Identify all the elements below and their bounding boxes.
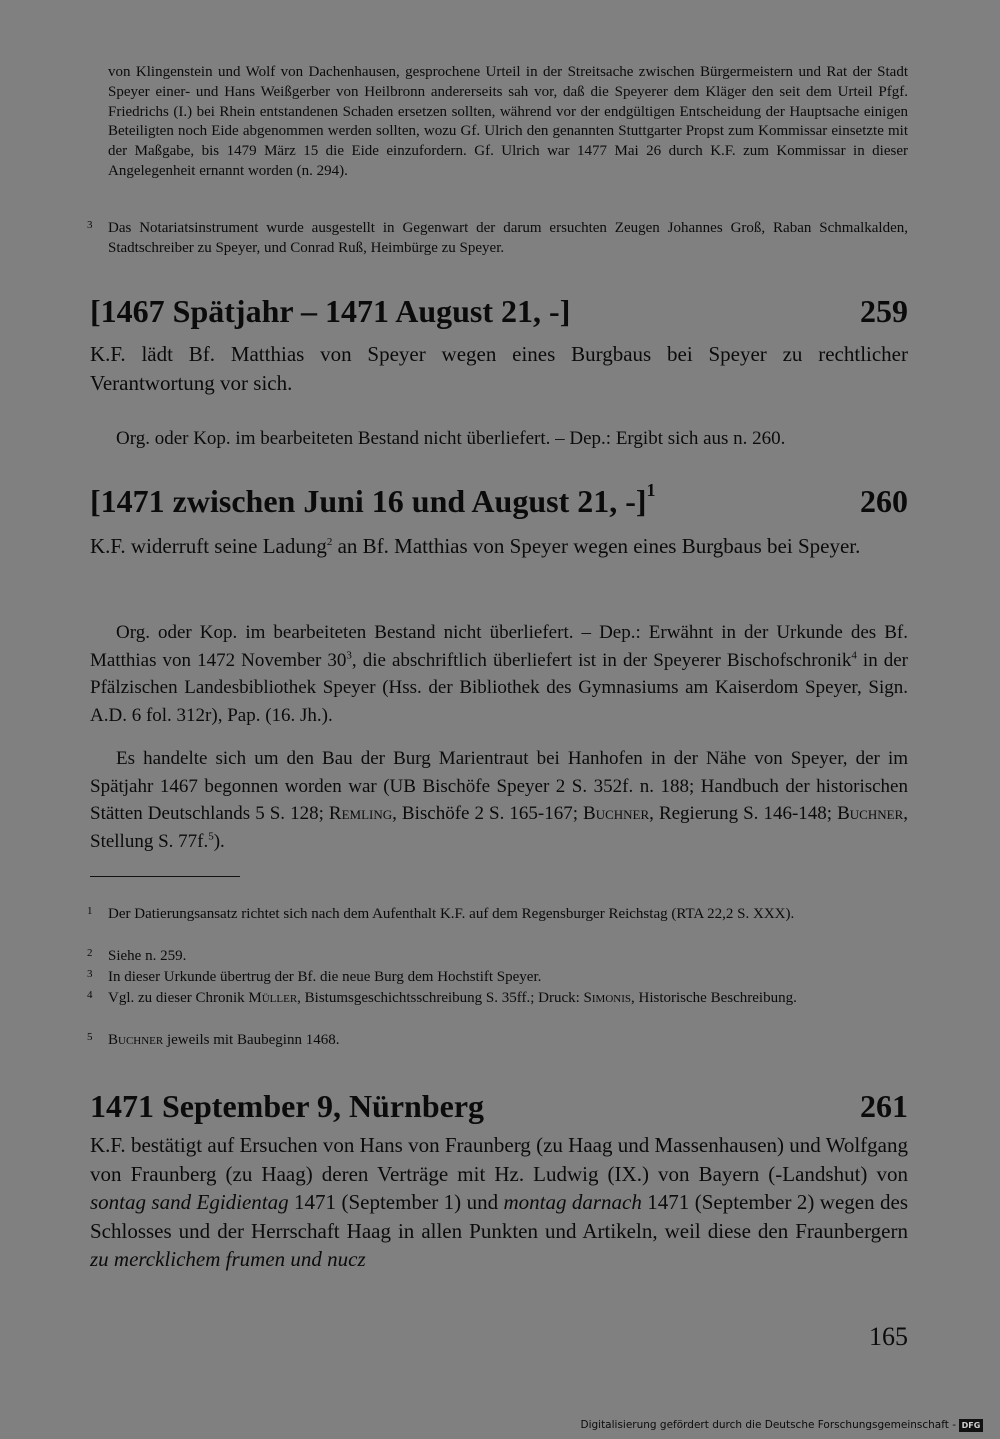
quoted-date: sontag sand Egidientag — [90, 1190, 289, 1214]
regest-text: K.F. widerruft seine Ladung — [90, 534, 327, 558]
entry-259-source: Org. oder Kop. im bearbeiteten Bestand nicht überliefert. – Dep.: Ergibt sich aus n. 260. — [116, 428, 786, 449]
quoted-date: montag darnach — [503, 1190, 642, 1214]
footnote-number: 1 — [87, 905, 93, 917]
entry-date: [1467 Spätjahr – 1471 August 21, -] — [90, 293, 571, 329]
entry-number: 260 — [860, 483, 908, 519]
footnote-number: 3 — [87, 968, 93, 980]
source-text: , die abschriftlich überliefert ist in der Speyerer Bischofschronik — [351, 649, 852, 671]
entry-259-heading — [90, 293, 908, 329]
footnote-number: 2 — [87, 947, 93, 959]
footnote-number: 3 — [87, 219, 93, 231]
entry-260-regest — [90, 532, 908, 561]
entry-date: 1471 September 9, Nürnberg — [90, 1088, 485, 1124]
author-name: Remling — [328, 803, 393, 824]
footnote-ref[interactable]: 5 — [208, 830, 214, 843]
author-name: Simonis — [583, 990, 632, 1006]
footnote-4 — [87, 989, 908, 1009]
entry-number: 261 — [860, 1088, 908, 1124]
footnote-text: Das Notariatsinstrument wurde ausgestellt in Gegenwart der darum ersuchten Zeugen Johannes Groß, Raban Schmalkalden, Stadtschreiber zu Speyer, und Conrad Ruß, Heimbürge zu Speyer. — [108, 220, 908, 256]
footnote-text: Der Datierungsansatz richtet sich nach dem Aufenthalt K.F. auf dem Regensburger Reichstag (RTA 22,2 S. XXX). — [108, 906, 795, 922]
source-text: in der Pfälzischen Landesbibliothek Speyer (Hss. der Bibliothek des Gymnasiums am Kaiserdom Speyer, Sign. A.D. 6 fol. 312r), Pap. (16. Jh.). — [90, 649, 909, 726]
page-number: 165 — [869, 1322, 908, 1351]
footnote-text: , Historische Beschreibung. — [631, 990, 797, 1006]
author-name: Buchner — [837, 803, 904, 824]
previous-footnote-continuation — [108, 63, 908, 182]
regest-text: 1471 (September 2) wegen des Schlosses und der Herrschaft Haag in allen Punkten und Artikeln, weil diese den Fraunbergern — [90, 1190, 909, 1243]
footnote-ref[interactable]: 3 — [346, 649, 352, 662]
entry-259-regest: K.F. lädt Bf. Matthias von Speyer wegen eines Burgbaus bei Speyer zu rechtlicher Verantwortung vor sich. — [90, 342, 908, 395]
footnote-text: Siehe n. 259. — [108, 948, 187, 964]
entry-260-source — [90, 619, 908, 729]
digitization-credit[interactable]: Digitalisierung gefördert durch die Deutsche Forschungsgemeinschaft - — [580, 1419, 956, 1431]
footnote-text: , Bistumsgeschichtsschreibung S. 35ff.; Druck: — [297, 990, 584, 1006]
entry-261-regest — [90, 1131, 908, 1274]
footnote-ref[interactable]: 2 — [326, 536, 333, 548]
entry-261-heading — [90, 1088, 908, 1124]
footnote-text: Vgl. zu dieser Chronik — [108, 990, 249, 1006]
entry-number: 259 — [860, 293, 908, 329]
footnote-ref[interactable]: 4 — [851, 649, 857, 662]
footnote-5 — [87, 1031, 908, 1051]
previous-footnote-3 — [87, 219, 908, 259]
source-text: Org. oder Kop. im bearbeiteten Bestand nicht überliefert. – Dep.: Erwähnt in der Urkunde des Bf. Matthias von 1472 November 30 — [90, 622, 908, 671]
entry-260-commentary — [90, 745, 908, 855]
regest-text: 1471 (September 1) und — [288, 1190, 504, 1214]
commentary-text: Es handelte sich um den Bau der Burg Marientraut bei Hanhofen in der Nähe von Speyer, der im Spätjahr 1467 begonnen worden war (UB Bischöfe Speyer 2 S. 352f. n. 188; Handbuch der historischen Stätten Deutschlands 5 S. 128; — [90, 748, 908, 824]
footnote-3 — [87, 968, 908, 988]
regest-text: an Bf. Matthias von Speyer wegen eines Burgbaus bei Speyer. — [332, 534, 861, 558]
author-name: Buchner — [583, 803, 650, 824]
dfg-logo: DFG — [959, 1419, 983, 1432]
author-name: Müller — [248, 990, 298, 1006]
footnote-text: In dieser Urkunde übertrug der Bf. die neue Burg dem Hochstift Speyer. — [108, 969, 542, 985]
entry-date: [1471 zwischen Juni 16 und August 21, -] — [90, 483, 647, 519]
footnote-ref[interactable]: 1 — [646, 480, 656, 501]
quoted-phrase: zu mercklichem frumen und nucz — [90, 1247, 366, 1271]
entry-260-heading — [90, 480, 908, 519]
commentary-text: ). — [213, 830, 225, 852]
footnote-text: jeweils mit Baubeginn 1468. — [163, 1032, 340, 1048]
footnote-1 — [87, 905, 908, 925]
footnote-number: 4 — [87, 989, 93, 1001]
regest-text: K.F. bestätigt auf Ersuchen von Hans von Fraunberg (zu Haag und Massenhausen) und Wolfgang von Fraunberg (zu Haag) deren Verträge mit Hz. Ludwig (IX.) von Bayern (-Landshut) von — [90, 1133, 908, 1186]
footnote-2 — [87, 947, 908, 967]
commentary-text: , Regierung S. 146-148; — [649, 803, 838, 824]
footnote-text: von Klingenstein und Wolf von Dachenhausen, gesprochene Urteil in der Streitsache zwischen Bürgermeistern und Rat der Stadt Speyer einer- und Hans Weißgerber von Heilbronn andererseits sah vor, daß die Speyerer dem Kläger den seit dem Urteil Pfgf. Friedrichs (I.) bei Rhein entstandenen Schaden ersetzen sollten, während vor der endgültigen Entscheidung der Hauptsache einigen Beteiligten noch Eide abgenommen werden sollten, wozu Gf. Ulrich den genannten Stuttgarter Propst zum Kommissar einsetzte mit der Maßgabe, bis 1479 März 15 die Eide einzufordern. Gf. Ulrich war 1477 Mai 26 durch K.F. zum Kommissar in dieser Angelegenheit ernannt worden (n. 294). — [108, 64, 908, 179]
commentary-text: , Bischöfe 2 S. 165-167; — [392, 803, 584, 824]
commentary-text: , Stellung S. 77f. — [90, 803, 908, 852]
author-name: Buchner — [108, 1032, 164, 1048]
footnote-number: 5 — [87, 1031, 93, 1043]
footnote-divider — [90, 876, 240, 877]
